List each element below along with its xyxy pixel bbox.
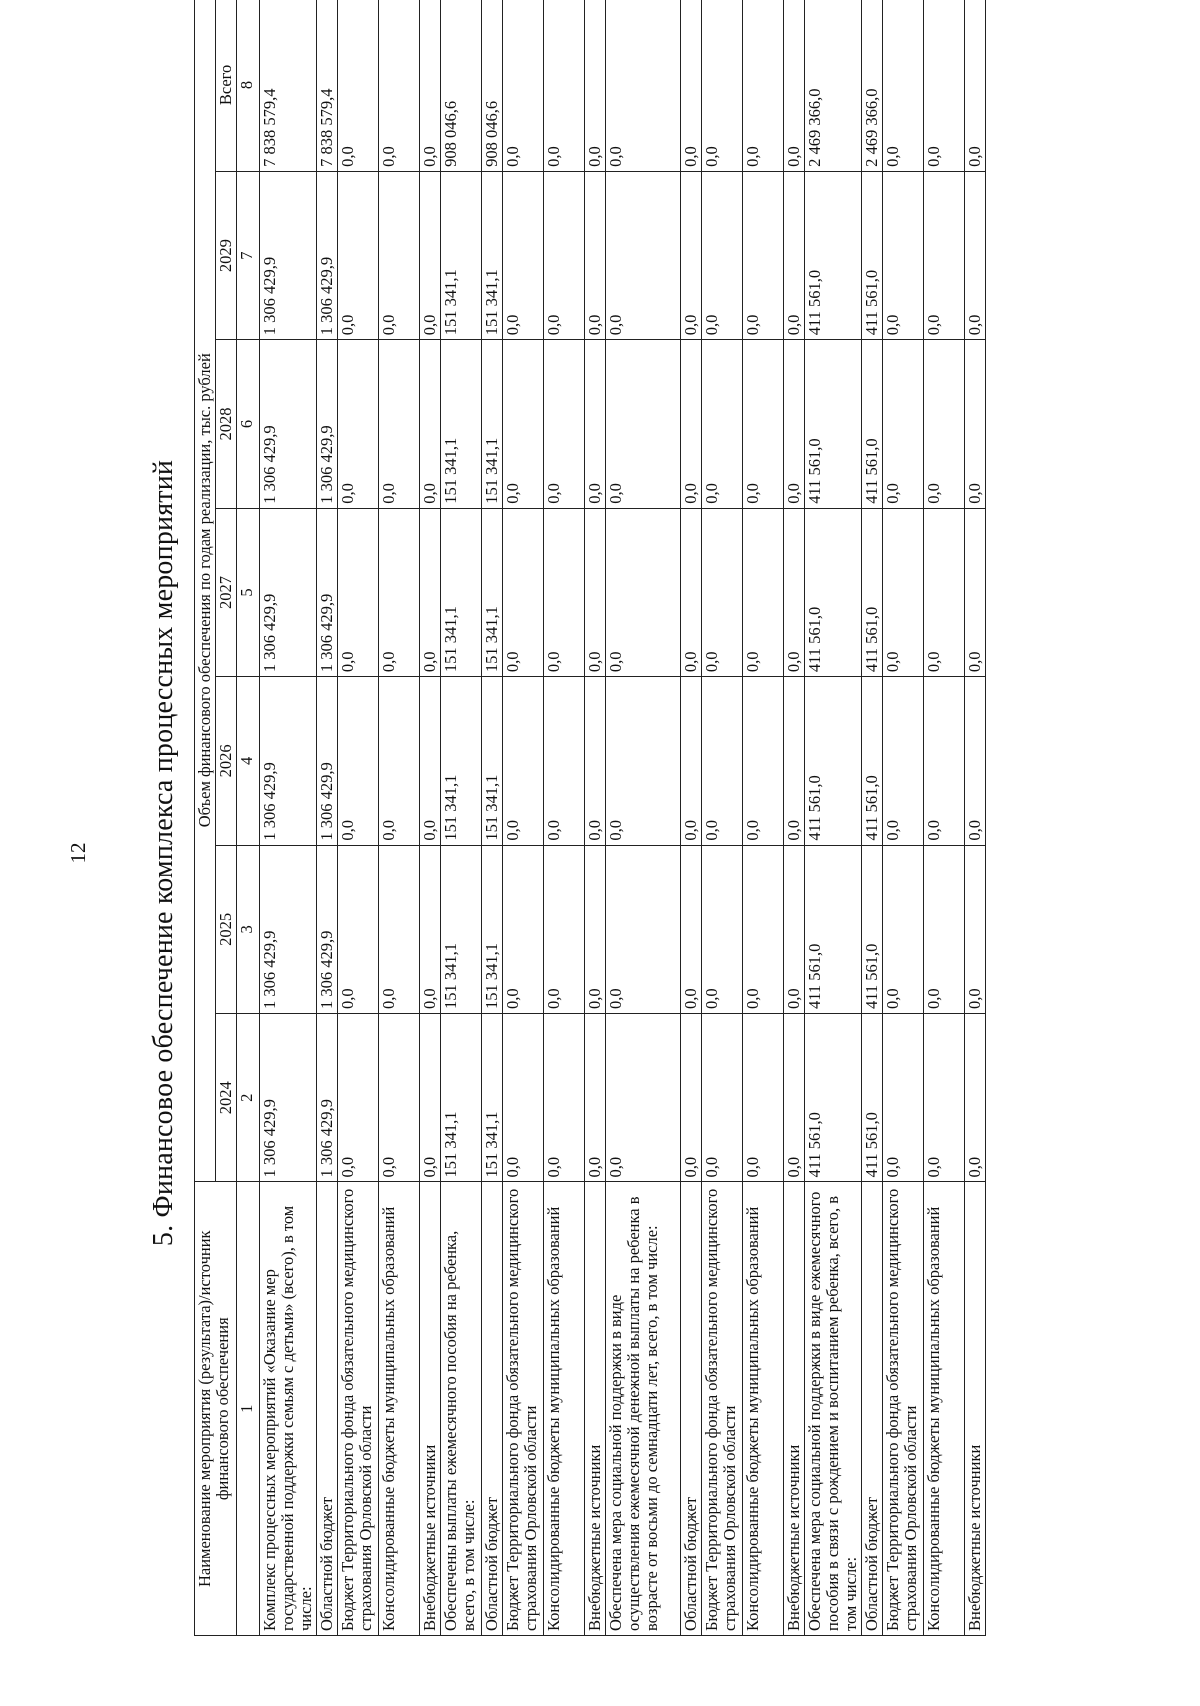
year-value-cell: 0,0 [420,1014,441,1182]
year-value-cell: 0,0 [924,1014,965,1182]
row-total-cell: 0,0 [379,0,420,171]
row-total-cell: 0,0 [544,0,585,171]
row-total-cell: 0,0 [965,0,986,171]
table-row [420,0,441,1636]
year-value-cell: 0,0 [883,677,924,845]
year-value-cell: 0,0 [585,677,606,845]
row-label: Обеспечена мера социальной поддержки в виде ежемесячного пособия в связи с рождением и воспитанием ребенка, всего, в том числе: [805,1182,862,1636]
year-value-cell: 0,0 [681,340,702,508]
year-value-cell: 411 561,0 [805,677,862,845]
row-label: Внебюджетные источники [784,1182,805,1636]
table-row [606,0,681,1636]
year-value-cell: 1 306 429,9 [260,1014,317,1182]
row-label: Областной бюджет [681,1182,702,1636]
row-total-cell: 0,0 [924,0,965,171]
year-value-cell: 0,0 [585,340,606,508]
year-value-cell: 151 341,1 [482,845,503,1013]
year-value-cell: 411 561,0 [805,845,862,1013]
header-year: 2024 [216,1014,237,1182]
year-value-cell: 0,0 [338,677,379,845]
year-value-cell: 0,0 [503,508,544,676]
column-number: 8 [237,0,260,171]
table-row [338,0,379,1636]
year-value-cell: 411 561,0 [805,1014,862,1182]
row-total-cell: 0,0 [420,0,441,171]
row-total-cell: 0,0 [702,0,743,171]
year-value-cell: 0,0 [702,1014,743,1182]
year-value-cell: 0,0 [702,677,743,845]
year-value-cell: 0,0 [681,677,702,845]
year-value-cell: 1 306 429,9 [317,340,338,508]
year-value-cell: 0,0 [544,845,585,1013]
year-value-cell: 0,0 [606,1014,681,1182]
year-value-cell: 0,0 [702,171,743,339]
year-value-cell: 411 561,0 [862,845,883,1013]
year-value-cell: 0,0 [585,845,606,1013]
year-value-cell: 0,0 [743,845,784,1013]
header-row-1 [195,0,216,1636]
year-value-cell: 411 561,0 [862,677,883,845]
year-value-cell: 411 561,0 [862,340,883,508]
year-value-cell: 0,0 [606,677,681,845]
row-label: Внебюджетные источники [585,1182,606,1636]
table-row [883,0,924,1636]
row-label: Областной бюджет [862,1182,883,1636]
year-value-cell: 411 561,0 [805,508,862,676]
year-value-cell: 0,0 [743,677,784,845]
year-value-cell: 1 306 429,9 [260,508,317,676]
year-value-cell: 0,0 [784,1014,805,1182]
column-number: 7 [237,171,260,339]
year-value-cell: 0,0 [420,845,441,1013]
year-value-cell: 0,0 [702,845,743,1013]
table-row [784,0,805,1636]
year-value-cell: 1 306 429,9 [317,171,338,339]
year-value-cell: 411 561,0 [862,508,883,676]
year-value-cell: 0,0 [420,340,441,508]
year-value-cell: 0,0 [585,171,606,339]
row-total-cell: 908 046,6 [441,0,482,171]
year-value-cell: 151 341,1 [441,845,482,1013]
row-total-cell: 7 838 579,4 [260,0,317,171]
year-value-cell: 0,0 [503,845,544,1013]
year-value-cell: 0,0 [379,845,420,1013]
year-value-cell: 0,0 [784,508,805,676]
table-row [503,0,544,1636]
year-value-cell: 0,0 [681,845,702,1013]
year-value-cell: 0,0 [743,171,784,339]
year-value-cell: 0,0 [883,340,924,508]
row-label: Бюджет Территориального фонда обязательного медицинского страхования Орловской области [503,1182,544,1636]
year-value-cell: 0,0 [585,508,606,676]
row-label: Внебюджетные источники [420,1182,441,1636]
year-value-cell: 1 306 429,9 [317,508,338,676]
row-label: Обеспечены выплаты ежемесячного пособия на ребенка, всего, в том числе: [441,1182,482,1636]
row-total-cell: 2 469 366,0 [862,0,883,171]
header-total: Всего [216,0,237,171]
row-total-cell: 908 046,6 [482,0,503,171]
year-value-cell: 0,0 [503,171,544,339]
row-total-cell: 2 469 366,0 [805,0,862,171]
year-value-cell: 0,0 [544,171,585,339]
year-value-cell: 0,0 [544,508,585,676]
year-value-cell: 151 341,1 [482,1014,503,1182]
year-value-cell: 0,0 [883,1014,924,1182]
column-number: 2 [237,1014,260,1182]
row-label: Внебюджетные источники [965,1182,986,1636]
year-value-cell: 0,0 [743,340,784,508]
year-value-cell: 151 341,1 [482,677,503,845]
column-number: 1 [237,1182,260,1636]
year-value-cell: 0,0 [503,1014,544,1182]
table-row [805,0,862,1636]
year-value-cell: 0,0 [965,1014,986,1182]
row-total-cell: 0,0 [606,0,681,171]
year-value-cell: 0,0 [420,508,441,676]
column-number: 5 [237,508,260,676]
row-total-cell: 0,0 [883,0,924,171]
year-value-cell: 151 341,1 [482,171,503,339]
year-value-cell: 1 306 429,9 [317,1014,338,1182]
year-value-cell: 0,0 [338,171,379,339]
year-value-cell: 0,0 [924,677,965,845]
table-row [681,0,702,1636]
year-value-cell: 0,0 [883,171,924,339]
row-label: Бюджет Территориального фонда обязательного медицинского страхования Орловской области [883,1182,924,1636]
year-value-cell: 0,0 [379,508,420,676]
header-year: 2025 [216,845,237,1013]
row-total-cell: 0,0 [585,0,606,171]
row-total-cell: 0,0 [784,0,805,171]
table-row [862,0,883,1636]
year-value-cell: 0,0 [420,171,441,339]
year-value-cell: 0,0 [606,340,681,508]
header-year: 2026 [216,677,237,845]
year-value-cell: 151 341,1 [482,340,503,508]
year-value-cell: 0,0 [681,508,702,676]
year-value-cell: 0,0 [338,508,379,676]
year-value-cell: 0,0 [965,340,986,508]
year-value-cell: 0,0 [606,508,681,676]
year-value-cell: 0,0 [924,171,965,339]
year-value-cell: 0,0 [544,340,585,508]
table-row [260,0,317,1636]
row-total-cell: 0,0 [338,0,379,171]
year-value-cell: 0,0 [784,677,805,845]
year-value-cell: 0,0 [965,677,986,845]
year-value-cell: 151 341,1 [441,677,482,845]
table-row [482,0,503,1636]
column-number: 4 [237,677,260,845]
row-label: Бюджет Территориального фонда обязательного медицинского страхования Орловской области [702,1182,743,1636]
year-value-cell: 0,0 [681,1014,702,1182]
row-label: Консолидированные бюджеты муниципальных образований [924,1182,965,1636]
column-number: 3 [237,845,260,1013]
column-number-row [237,0,260,1636]
year-value-cell: 0,0 [924,845,965,1013]
year-value-cell: 0,0 [784,845,805,1013]
year-value-cell: 1 306 429,9 [260,340,317,508]
row-total-cell: 7 838 579,4 [317,0,338,171]
row-label: Бюджет Территориального фонда обязательного медицинского страхования Орловской области [338,1182,379,1636]
table-body [260,0,986,1636]
year-value-cell: 0,0 [702,340,743,508]
year-value-cell: 0,0 [544,1014,585,1182]
year-value-cell: 0,0 [338,845,379,1013]
year-value-cell: 151 341,1 [441,508,482,676]
year-value-cell: 0,0 [503,340,544,508]
header-volume: Объем финансового обеспечения по годам реализации, тыс. рублей [195,0,216,1182]
header-year: 2027 [216,508,237,676]
row-label: Областной бюджет [482,1182,503,1636]
year-value-cell: 0,0 [743,1014,784,1182]
year-value-cell: 1 306 429,9 [317,845,338,1013]
year-value-cell: 0,0 [544,677,585,845]
year-value-cell: 0,0 [883,508,924,676]
row-label: Консолидированные бюджеты муниципальных образований [743,1182,784,1636]
year-value-cell: 151 341,1 [441,171,482,339]
year-value-cell: 0,0 [965,845,986,1013]
year-value-cell: 0,0 [585,1014,606,1182]
year-value-cell: 1 306 429,9 [260,171,317,339]
year-value-cell: 0,0 [743,508,784,676]
year-value-cell: 411 561,0 [862,171,883,339]
year-value-cell: 0,0 [379,171,420,339]
table-row [585,0,606,1636]
row-label: Обеспечена мера социальной поддержки в виде осуществления ежемесячной денежной выплаты на ребенка в возрасте от восьми до семнадцати лет, всего, в том числе: [606,1182,681,1636]
year-value-cell: 0,0 [883,845,924,1013]
year-value-cell: 151 341,1 [441,1014,482,1182]
year-value-cell: 0,0 [681,171,702,339]
year-value-cell: 0,0 [338,1014,379,1182]
row-total-cell: 0,0 [743,0,784,171]
row-label: Консолидированные бюджеты муниципальных образований [379,1182,420,1636]
header-year: 2029 [216,171,237,339]
table-row [924,0,965,1636]
page-number: 12 [66,842,90,864]
row-label: Консолидированные бюджеты муниципальных образований [544,1182,585,1636]
year-value-cell: 411 561,0 [805,171,862,339]
year-value-cell: 0,0 [784,171,805,339]
column-number: 6 [237,340,260,508]
year-value-cell: 1 306 429,9 [260,677,317,845]
row-label: Комплекс процессных мероприятий «Оказание мер государственной поддержки семьям с детьми» (всего), в том числе: [260,1182,317,1636]
row-total-cell: 0,0 [681,0,702,171]
document-title: 5. Финансовое обеспечение комплекса процессных мероприятий [148,459,179,1247]
table-row [317,0,338,1636]
year-value-cell: 0,0 [379,677,420,845]
table-row [743,0,784,1636]
row-label: Областной бюджет [317,1182,338,1636]
table-row [379,0,420,1636]
year-value-cell: 0,0 [379,1014,420,1182]
table-row [702,0,743,1636]
table-row [441,0,482,1636]
year-value-cell: 0,0 [702,508,743,676]
year-value-cell: 0,0 [379,340,420,508]
year-value-cell: 0,0 [784,340,805,508]
year-value-cell: 0,0 [965,508,986,676]
year-value-cell: 151 341,1 [441,340,482,508]
table-row [965,0,986,1636]
year-value-cell: 151 341,1 [482,508,503,676]
table-row [544,0,585,1636]
year-value-cell: 0,0 [503,677,544,845]
year-value-cell: 0,0 [606,171,681,339]
header-year: 2028 [216,340,237,508]
year-value-cell: 1 306 429,9 [260,845,317,1013]
funding-table [194,0,986,1636]
year-value-cell: 411 561,0 [805,340,862,508]
year-value-cell: 0,0 [420,677,441,845]
year-value-cell: 0,0 [338,340,379,508]
year-value-cell: 1 306 429,9 [317,677,338,845]
row-total-cell: 0,0 [503,0,544,171]
year-value-cell: 0,0 [606,845,681,1013]
header-name: Наименование мероприятия (результата)/источник финансового обеспечения [195,1182,237,1636]
year-value-cell: 411 561,0 [862,1014,883,1182]
year-value-cell: 0,0 [965,171,986,339]
year-value-cell: 0,0 [924,508,965,676]
year-value-cell: 0,0 [924,340,965,508]
